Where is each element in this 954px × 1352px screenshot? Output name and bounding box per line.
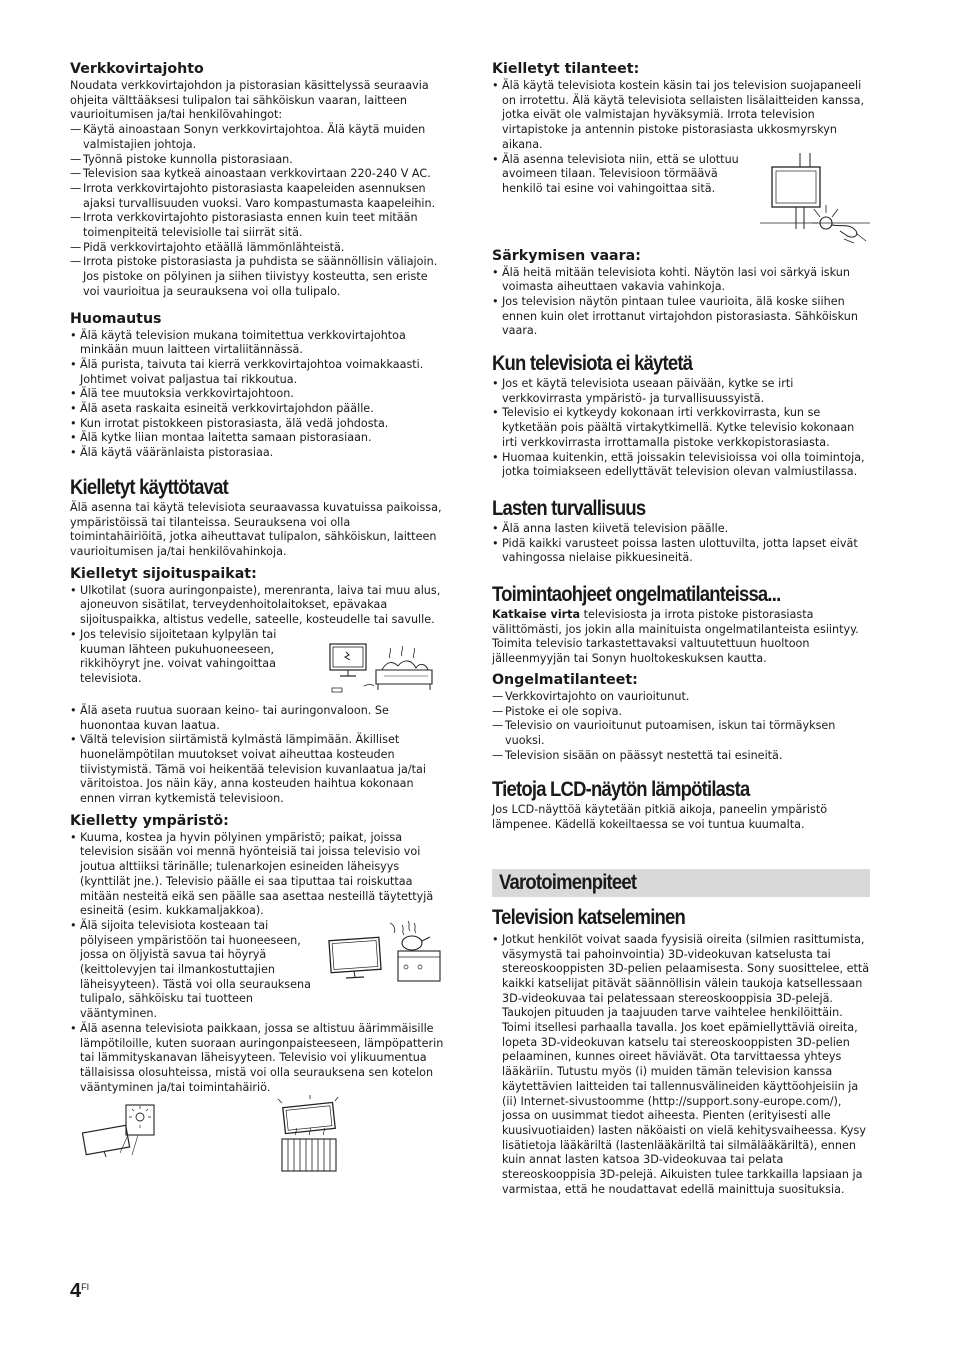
list-item: — Irrota pistoke pistorasiasta ja puhdista se säännöllisin väliajoin. Jos pistoke on pölyinen ja siihen tiivistyy kosteutta, sen eriste voi vaurioitua ja seurauksena voi olla tulipalo. — [70, 255, 446, 299]
right-column — [492, 58, 870, 1197]
ymparisto-list — [70, 831, 446, 919]
lcd-text: Jos LCD-näyttöä käytetään pitkiä aikoja, paneelin ympäristö lämpenee. Kädellä kokeiltaessa se voi tuntua kuumalta. — [492, 803, 828, 832]
list-item: • Pidä kaikki varusteet poissa lasten ulottuvilta, jotta lapset eivät vahingossa nielaise pikkuesineitä. — [492, 537, 870, 566]
list-item: • Huomaa kuitenkin, että joissakin televisioissa voi olla toimintoja, jotka toimiakseen edellyttävät television olevan valmiustilassa. — [492, 451, 870, 480]
page-number: $4^{FI}$ — [70, 1280, 90, 1302]
kielletyt-kayttotavat-intro: Älä asenna tai käytä televisiota seuraavassa kuvatuissa paikoissa, ympäristöissä tai tilanteissa. Seurauksena voi olla toimintahäiriöitä, jotka aiheuttavat tulipalon, sähköiskun, laitteen vaurioitumisen ja/tai henkilövahinkoja. — [70, 500, 442, 558]
list-item: • Ulkotilat (suora auringonpaiste), merenranta, laiva tai muu alus, ajoneuvon sisätilat, terveydenhoitolaitokset, epävakaa sijoituspaikka, altistus vedelle, sateelle, kosteudelle tai savulle. — [70, 584, 446, 628]
list-item: • Älä asenna televisiota paikkaan, jossa se altistuu äärimmäisille lämpötiloille, kuten suoraan auringonpaisteeseen, lämpöpatterin tai lämmityskanavan läheisyyteen. Televisio voi ylikuumentua tällaisissa olosuhteissa, mistä voi olla seurauksena sen kotelon vääntyminen ja/tai toimintahäiriö. — [70, 1022, 446, 1096]
ongelmatilanteet-heading: Ongelmatilanteet: — [492, 671, 638, 688]
lcd-heading: Tietoja LCD-näytön lämpötilasta — [492, 778, 750, 802]
sarkymisen-vaara-list — [492, 266, 870, 340]
list-item: • Älä purista, taivuta tai kierrä verkkovirtajohtoa voimakkaasti. Johtimet voivat paljastua tai rikkoutua. — [70, 358, 446, 387]
list-item: • Älä käytä television mukana toimitettua verkkovirtajohtoa minkään muun laitteen virtaliitännässä. — [70, 329, 446, 358]
list-item: — Irrota verkkovirtajohto pistorasiasta ennen kuin teet mitään toimenpiteitä televisiolle tai siirrät sitä. — [70, 211, 446, 240]
list-item: — Verkkovirtajohto on vaurioitunut. — [492, 690, 870, 705]
katkaise-virta-bold: Katkaise virta — [492, 608, 581, 622]
list-item: • Vältä television siirtämistä kylmästä lämpimään. Äkilliset huonelämpötilan muutokset voivat aiheuttaa kosteuden tiivistymistä. Tämä voi heikentää television kuvanlaatua ja/tai väritoistoa. Jos näin käy, anna kosteuden haihtua kokonaan ennen virran kytkemistä televisioon. — [70, 733, 446, 807]
lasten-turvallisuus-list — [492, 522, 870, 566]
list-item: • Älä aseta ruutua suoraan keino- tai auringonvaloon. Se huonontaa kuvan laatua. — [70, 704, 446, 733]
sijoituspaikat-list-2 — [70, 704, 446, 807]
collision-row — [492, 153, 870, 245]
list-item: • Älä käytä vääränlaista pistorasiaa. — [70, 446, 446, 461]
sarkymisen-vaara-heading: Särkymisen vaara: — [492, 247, 641, 264]
verkkovirtajohto-heading: Verkkovirtajohto — [70, 61, 204, 77]
heat-illustrations — [70, 1103, 446, 1173]
spa-tv-illustration — [324, 630, 440, 696]
sun-tv-illustration — [82, 1103, 158, 1159]
verkkovirtajohto-list — [70, 123, 446, 299]
ymparisto-heading: Kielletty ympäristö: — [70, 812, 229, 829]
katseleminen-heading: Television katseleminen — [492, 905, 686, 929]
sijoituspaikat-list — [70, 584, 446, 628]
huomautus-heading: Huomautus — [70, 310, 162, 327]
list-item: • Älä heitä mitään televisiota kohti. Näytön lasi voi särkyä iskun voimasta aiheuttaen vakavia vahinkoja. — [492, 266, 870, 295]
list-item: — Työnnä pistoke kunnolla pistorasiaan. — [70, 153, 446, 168]
list-item: — Televisio on vaurioitunut putoamisen, iskun tai törmäyksen vuoksi. — [492, 719, 870, 748]
ongelmatilanteet-list — [492, 690, 870, 764]
verkkovirtajohto-intro: Noudata verkkovirtajohdon ja pistorasian käsittelyssä seuraavia ohjeita välttääksesi tulipalon tai sähköiskun vaaran, laitteen vaurioitumisen ja/tai henkilövahingot: — [70, 79, 429, 122]
sijoituspaikat-heading: Kielletyt sijoituspaikat: — [70, 565, 257, 582]
huomautus-list — [70, 329, 446, 461]
toimintaohjeet-heading: Toimintaohjeet ongelmatilanteissa... — [492, 583, 781, 607]
list-item: — Irrota verkkovirtajohto pistorasiasta kaapeleiden asennuksen ajaksi turvallisuuden vuoksi. Varo kompastumasta kaapeleihin. — [70, 182, 446, 211]
toimintaohjeet-text: Katkaise virta televisiosta ja irrota pistoke pistorasiasta välittömästi, jos jokin alla mainituista ongelmatilanteista esiintyy. Toimita televisio tarkastettavaksi valtuutettuun huoltoon jälleenmyyjän tai Sonyn huoltokeskuksen kautta. — [492, 608, 859, 666]
list-item: • Kuuma, kostea ja hyvin pölyinen ympäristö; paikat, joissa television sisään voi mennä hyönteisiä tai joissa televisio voi joutua alttiiksi tärinälle; tulenarkojen esineiden läheisyys (kynttilät jne.). Televisio päälle ei saa tiputtaa tai roiskuttaa mitään nesteitä eikä sen päälle saa asettaa nesteillä täytettyjä esineitä (esim. kukkamaljakkoa). — [70, 831, 446, 919]
list-item: • Jos et käytä televisiota useaan päivään, kytke se irti verkkovirrasta ympäristö- ja turvallisuussyistä. — [492, 377, 870, 406]
list-item: — Television saa kytkeä ainoastaan verkkovirtaan 220-240 V AC. — [70, 167, 446, 182]
kitchen-tv-illustration — [328, 917, 446, 983]
list-item: • Jos televisio sijoitetaan kylpylän tai kuuman lähteen pukuhuoneeseen, rikkihöyryt jne. voivat vahingoittaa televisiota. — [70, 628, 278, 687]
list-item: • Jos television näytön pintaan tulee vaurioita, älä koske siihen ennen kuin olet irrottanut virtajohdon pistorasiasta. Sähköiskun vaara. — [492, 295, 870, 339]
varotoimenpiteet-heading: Varotoimenpiteet — [499, 870, 637, 894]
kitchen-row — [70, 919, 446, 1022]
list-item: — Pistoke ei ole sopiva. — [492, 705, 870, 720]
ymparisto-list-2 — [70, 1022, 446, 1096]
kun-ei-kayteta-list — [492, 377, 870, 480]
list-item: • Jotkut henkilöt voivat saada fyysisiä oireita (silmien rasittumista, väsymystä tai pahoinvointia) 3D-videokuvan katselusta tai stereoskooppisten 3D-pelien pelaamisesta. Sony suosittelee, että kaikki katselijat pitävät säännöllisin välein taukoja katsellessaan 3D-videokuvaa tai pelatessaan stereoskooppisia 3D-pelejä. Taukojen pituuden ja taajuuden tarve vaihtelee henkilöittäin. Toimi itsellesi parhaalla tavalla. Jos koet epämiellyttäviä oireita, lopeta 3D-videokuvan katselu tai stereoskooppisten 3D-pelien pelaaminen, kunnes oireet häviävät. Ota tarvittaessa yhteys lääkäriin. Tutustu myös (i) muiden tämän television kanssa käytettävien laitteiden tai tallennusvälineiden käyttöohjeisiin ja (ii) Internet-sivustoomme (http://support.sony-europe.com/), jossa on uusimmat tiedot aiheesta. Pienten (erityisesti alle kuusivuotiaiden) lasten näköaisti on vielä kehitysvaiheessa. Kysy lisätietoja lääkäriltä (lastenlääkäriltä tai silmälääkäriltä), ennen kuin annat lasten katsoa 3D-videokuvaa tai pelata stereoskooppisia 3D-pelejä. Aikuisten tulee tarkkailla lapsiaan ja varmistaa, että he noudattavat edellä mainittuja suosituksia. — [492, 933, 870, 1198]
kun-ei-kayteta-heading: Kun televisiota ei käytetä — [492, 352, 693, 376]
collision-tv-illustration — [760, 153, 870, 245]
list-item: • Kun irrotat pistokkeen pistorasiasta, älä vedä johdosta. — [70, 417, 446, 432]
list-item: • Älä aseta raskaita esineitä verkkovirtajohdon päälle. — [70, 402, 446, 417]
spa-row — [70, 628, 446, 696]
list-item: — Käytä ainoastaan Sonyn verkkovirtajohtoa. Älä käytä muiden valmistajien johtoja. — [70, 123, 446, 152]
list-item: • Älä anna lasten kiivetä television päälle. — [492, 522, 870, 537]
tilanteet-list — [492, 79, 870, 153]
list-item: • Älä kytke liian montaa laitetta samaan pistorasiaan. — [70, 431, 446, 446]
tilanteet-heading: Kielletyt tilanteet: — [492, 61, 640, 77]
list-item: • Älä käytä televisiota kostein käsin tai jos television suojapaneeli on irrotettu. Älä käytä televisiota sellaisten lisälaitteiden kanssa, jotka eivät ole valmistajan hyväksymiä. Irrota television virtapistoke ja antennin pistoke pistorasiasta ukkosmyrskyn aikana. — [492, 79, 870, 153]
list-item: • Älä sijoita televisiota kosteaan tai pölyiseen ympäristöön tai huoneeseen, jossa on öljyistä savua tai höyryä (keittolevyjen tai ilmankostuttajien läheisyyteen). Tästä voi olla seurauksena tulipalo, sähköisku tai tuotteen vääntyminen. — [70, 919, 314, 1022]
katseleminen-list — [492, 933, 870, 1198]
kielletyt-kayttotavat-heading: Kielletyt käyttötavat — [70, 475, 228, 499]
left-column — [70, 58, 446, 1173]
list-item: — Pidä verkkovirtajohto etäällä lämmönlähteistä. — [70, 241, 446, 256]
radiator-tv-illustration — [276, 1095, 344, 1173]
varotoimenpiteet-band — [492, 869, 870, 897]
list-item: — Television sisään on päässyt nestettä tai esineitä. — [492, 749, 870, 764]
lasten-turvallisuus-heading: Lasten turvallisuus — [492, 496, 646, 520]
list-item: • Älä asenna televisiota niin, että se ulottuu avoimeen tilaan. Televisioon törmäävä henkilö tai esine voi vahingoittaa sitä. — [492, 153, 746, 197]
list-item: • Televisio ei kytkeydy kokonaan irti verkkovirrasta, kun se kytketään pois päältä virtakytkimellä. Kytke televisio kokonaan irti verkkovirrasta irrottamalla pistoke verkkopistorasiasta. — [492, 406, 870, 450]
list-item: • Älä tee muutoksia verkkovirtajohtoon. — [70, 387, 446, 402]
